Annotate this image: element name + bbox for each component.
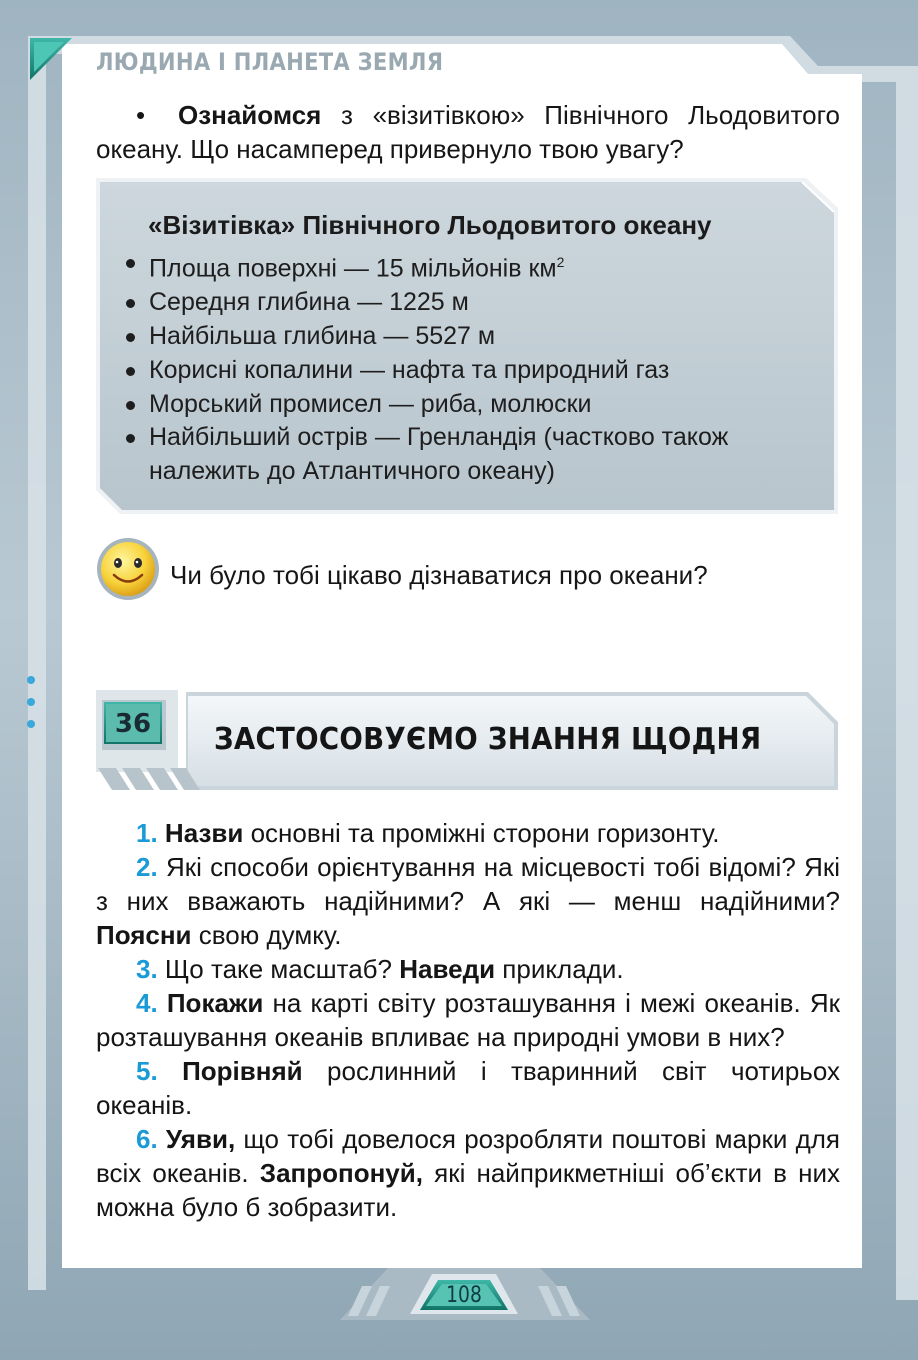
task-item — [96, 952, 840, 986]
running-head: ЛЮДИНА І ПЛАНЕТА ЗЕМЛЯ — [96, 48, 444, 76]
card-item: Найбільший острів — Гренландія (частково також належить до Атлантичного океану) — [124, 421, 824, 489]
smiley-face-icon — [97, 538, 159, 600]
task-text: Що таке масштаб? — [157, 954, 400, 984]
card-item: Корисні копалини — нафта та природний газ — [124, 354, 824, 388]
task-verb: Покажи — [157, 988, 264, 1018]
intro-text: з «візитівкою» Північного Льодовитого океану. Що насамперед привернуло твою увагу? — [96, 100, 840, 164]
card-item: Найбільша глибина — 5527 м — [124, 320, 824, 354]
task-number: 2. — [136, 852, 158, 882]
task-text: приклади. — [495, 954, 624, 984]
task-verb: Наведи — [399, 954, 496, 984]
task-text: основні та проміжні сторони горизонту. — [243, 818, 720, 848]
intro-bold: Ознайомся — [178, 100, 322, 130]
task-item — [96, 1054, 840, 1122]
task-text: що тобі довелося розробляти поштові марки для всіх океанів. — [96, 1124, 841, 1188]
task-item — [96, 986, 840, 1054]
card-title: «Візитівка» Північного Льодовитого океану — [148, 210, 712, 240]
task-number: 5. — [136, 1056, 158, 1086]
task-text: Які способи орієнтування на місцевості тобі відомі? Які з них вважають надійними? А які — менш надійними? — [96, 852, 840, 916]
task-text: які найприкметніші об’єкти в них можна було б зобразити. — [96, 1158, 841, 1222]
task-number: 4. — [136, 988, 158, 1018]
area-superscript: 2 — [556, 254, 565, 270]
task-text: свою думку. — [191, 920, 342, 950]
card-item-text: Площа поверхні — 15 мільйонів км — [149, 254, 557, 283]
task-item — [96, 1122, 840, 1224]
task-text: рослинний і тваринний світ чотирьох океанів. — [96, 1056, 840, 1120]
section-title: ЗАСТОСОВУЄМО ЗНАННЯ ЩОДНЯ — [214, 722, 762, 757]
task-number: 3. — [136, 954, 158, 984]
task-verb: Запропонуй, — [259, 1158, 423, 1188]
task-verb: Уяви, — [157, 1124, 236, 1154]
smiley-question: Чи було тобі цікаво дізнаватися про океани? — [170, 560, 708, 590]
task-verb: Назви — [164, 818, 244, 848]
card-item — [124, 246, 824, 286]
card-item: Морський промисел — риба, молюски — [124, 388, 824, 422]
task-verb: Порівняй — [157, 1056, 303, 1086]
card-item: Середня глибина — 1225 м — [124, 286, 824, 320]
task-number: 6. — [136, 1124, 158, 1154]
bullet-marker: • — [136, 100, 146, 130]
task-verb: Поясни — [96, 920, 192, 950]
section-number-badge: 36 — [114, 709, 152, 739]
page-number: 108 — [446, 1283, 482, 1308]
task-text: на карті світу розташування і межі океанів. Як розташування океанів впливає на природні умови в них? — [96, 988, 841, 1052]
task-item — [96, 850, 840, 952]
task-item — [96, 816, 840, 850]
intro-paragraph — [96, 98, 840, 166]
card-list — [124, 246, 824, 489]
task-list — [96, 816, 840, 1224]
task-number: 1. — [136, 818, 158, 848]
